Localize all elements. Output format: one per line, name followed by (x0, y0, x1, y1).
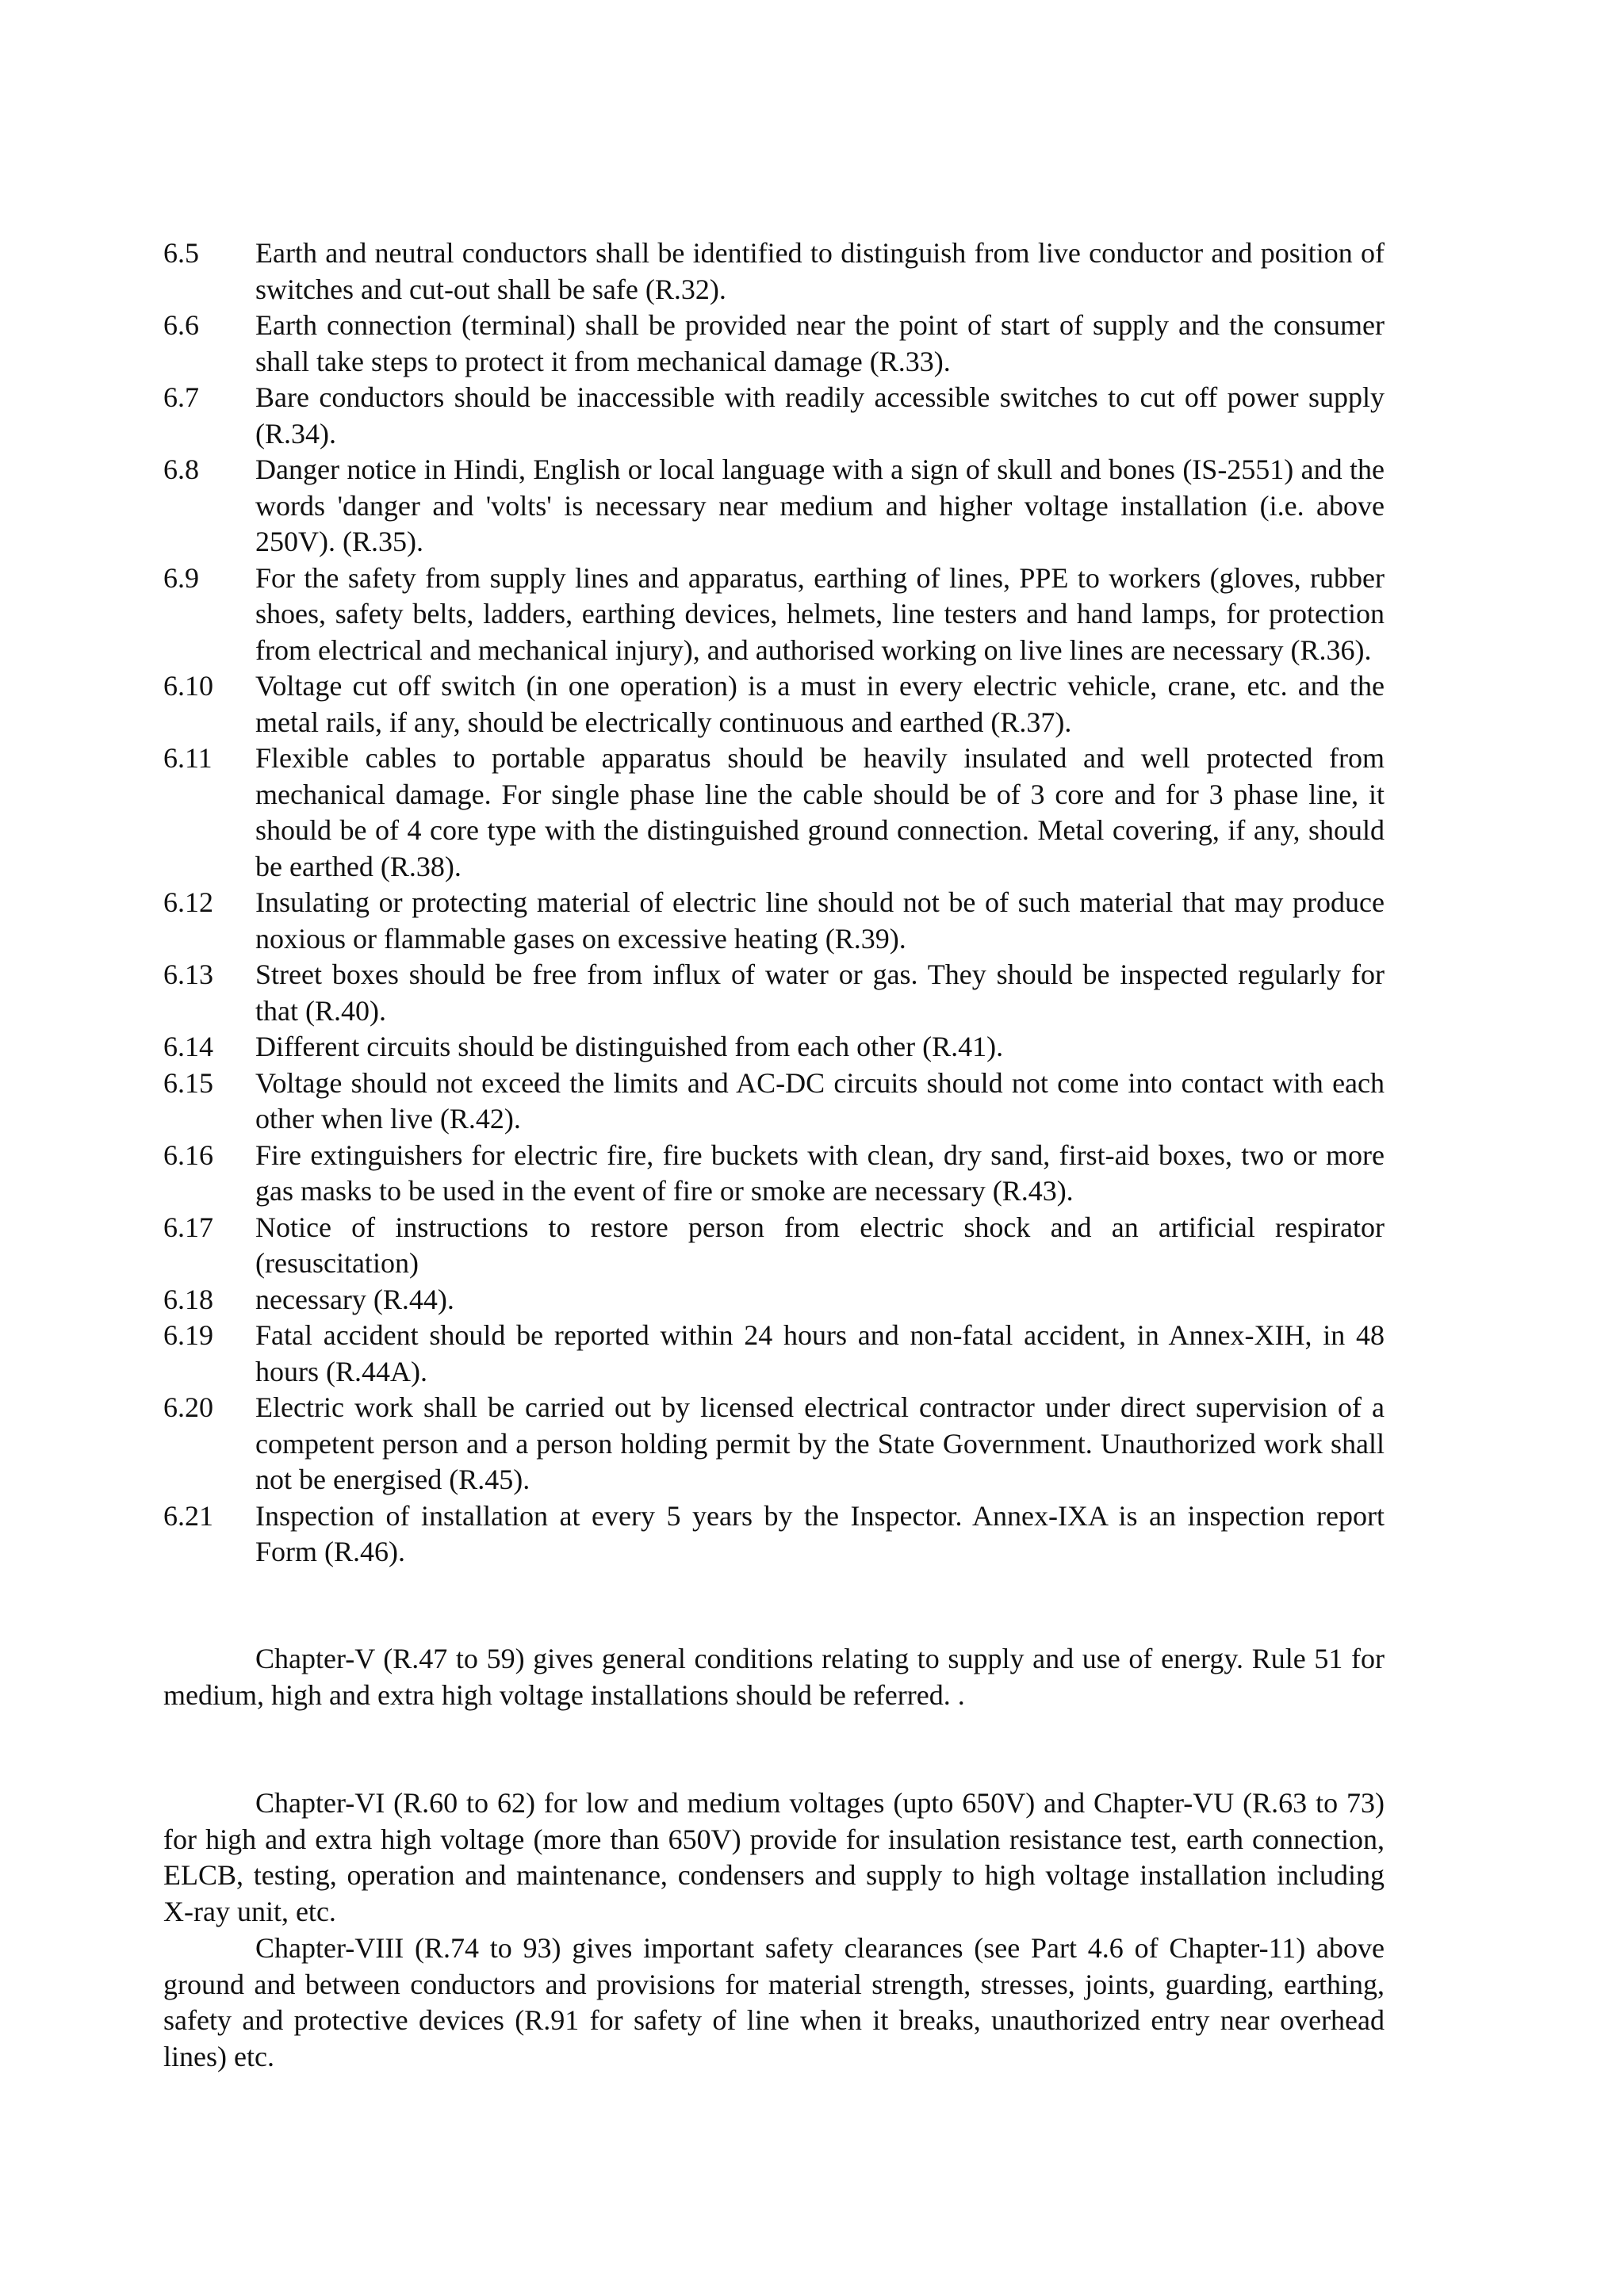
paragraph-chapter-v: Chapter-V (R.47 to 59) gives general conditions relating to supply and use of energy. Rule 51 for medium, high and extra high voltage installations should be referred. . (163, 1643, 1385, 1711)
rule-item (163, 1390, 1385, 1498)
rule-number: 6.21 (163, 1499, 213, 1532)
rule-text: Fatal accident should be reported within 24 hours and non-fatal accident, in Annex-XIH, in 48 hours (R.44A). (255, 1319, 1385, 1387)
rule-item (163, 1498, 1385, 1571)
rule-number: 6.7 (163, 381, 199, 413)
rule-item (163, 380, 1385, 452)
rule-item (163, 1029, 1385, 1066)
rule-number: 6.5 (163, 237, 199, 269)
rule-item (163, 957, 1385, 1029)
rule-item (163, 308, 1385, 380)
rule-item (163, 1066, 1385, 1138)
rule-text: Earth connection (terminal) shall be provided near the point of start of supply and the consumer shall take steps to protect it from mechanical damage (R.33). (255, 309, 1385, 377)
rule-number: 6.19 (163, 1319, 213, 1351)
rule-number: 6.14 (163, 1031, 213, 1062)
rule-number: 6.9 (163, 561, 199, 594)
rule-text: Earth and neutral conductors shall be identified to distinguish from live conductor and position of switches and cut-out shall be safe (R.32). (255, 237, 1385, 305)
rule-number: 6.10 (163, 670, 213, 702)
rule-item (163, 1210, 1385, 1282)
rule-item (163, 1282, 1385, 1318)
rule-text: Different circuits should be distinguished from each other (R.41). (255, 1031, 1004, 1062)
rule-number: 6.11 (163, 742, 213, 774)
rule-text: Insulating or protecting material of electric line should not be of such material that may produce noxious or flammable gases on excessive heating (R.39). (255, 886, 1385, 955)
rule-number: 6.16 (163, 1138, 213, 1171)
rule-text: Voltage should not exceed the limits and AC-DC circuits should not come into contact with each other when live (R.42). (255, 1066, 1385, 1135)
rule-number: 6.20 (163, 1391, 213, 1423)
rule-item (163, 740, 1385, 885)
rule-number: 6.12 (163, 886, 213, 918)
paragraph-chapter-vi: Chapter-VI (R.60 to 62) for low and medium voltages (upto 650V) and Chapter-VU (R.63 to 73) for high and extra high voltage (more than 650V) provide for insulation resistance test, earth connection, ELCB, testing, operation and maintenance, condensers and supply to high voltage installation including X-ray unit, etc. (163, 1787, 1385, 1927)
rule-item (163, 1318, 1385, 1390)
rule-text: For the safety from supply lines and apparatus, earthing of lines, PPE to workers (gloves, rubber shoes, safety belts, ladders, earthing devices, helmets, line testers and hand lamps, for protection from electrical and mechanical injury), and authorised working on live lines are necessary (R.36). (255, 561, 1385, 666)
rule-text: Notice of instructions to restore person from electric shock and an artificial respirator (resuscitation) (255, 1211, 1385, 1279)
rule-number: 6.17 (163, 1211, 213, 1243)
rule-item (163, 1138, 1385, 1210)
rule-text: Inspection of installation at every 5 years by the Inspector. Annex-IXA is an inspection report Form (R.46). (255, 1499, 1385, 1567)
paragraph-chapter-viii: Chapter-VIII (R.74 to 93) gives important safety clearances (see Part 4.6 of Chapter-11) above ground and between conductors and provisions for material strength, stresses, joints, guarding, earthing, safety and protective devices (R.91 for safety of line when it breaks, unauthorized entry near overhead lines) etc. (163, 1932, 1385, 2072)
rule-text: Electric work shall be carried out by licensed electrical contractor under direct supervision of a competent person and a person holding permit by the State Government. Unauthorized work shall not be energised (R.45). (255, 1391, 1385, 1495)
rule-number: 6.15 (163, 1066, 213, 1099)
rule-number: 6.8 (163, 453, 199, 485)
rule-item (163, 885, 1385, 957)
rule-number: 6.13 (163, 959, 213, 990)
rule-text: necessary (R.44). (255, 1283, 454, 1315)
rule-number: 6.18 (163, 1283, 213, 1315)
rule-text: Danger notice in Hindi, English or local language with a sign of skull and bones (IS-2551) and the words 'danger and 'volts' is necessary near medium and higher voltage installation (i.e. above 250V). (R.35). (255, 453, 1385, 557)
rules-list (163, 235, 1385, 1571)
rule-text: Street boxes should be free from influx of water or gas. They should be inspected regularly for that (R.40). (255, 959, 1385, 1027)
rule-number: 6.6 (163, 309, 199, 341)
rule-text: Voltage cut off switch (in one operation) is a must in every electric vehicle, crane, etc. and the metal rails, if any, should be electrically continuous and earthed (R.37). (255, 670, 1385, 738)
rule-text: Flexible cables to portable apparatus should be heavily insulated and well protected from mechanical damage. For single phase line the cable should be of 3 core and for 3 phase line, it should be of 4 core type with the distinguished ground connection. Metal covering, if any, should be earthed (R.38). (255, 742, 1385, 882)
rule-item (163, 561, 1385, 669)
rule-item (163, 235, 1385, 308)
rule-item (163, 668, 1385, 740)
rule-item (163, 452, 1385, 561)
rule-text: Fire extinguishers for electric fire, fire buckets with clean, dry sand, first-aid boxes, two or more gas masks to be used in the event of fire or smoke are necessary (R.43). (255, 1138, 1385, 1207)
rule-text: Bare conductors should be inaccessible with readily accessible switches to cut off power supply (R.34). (255, 381, 1385, 450)
